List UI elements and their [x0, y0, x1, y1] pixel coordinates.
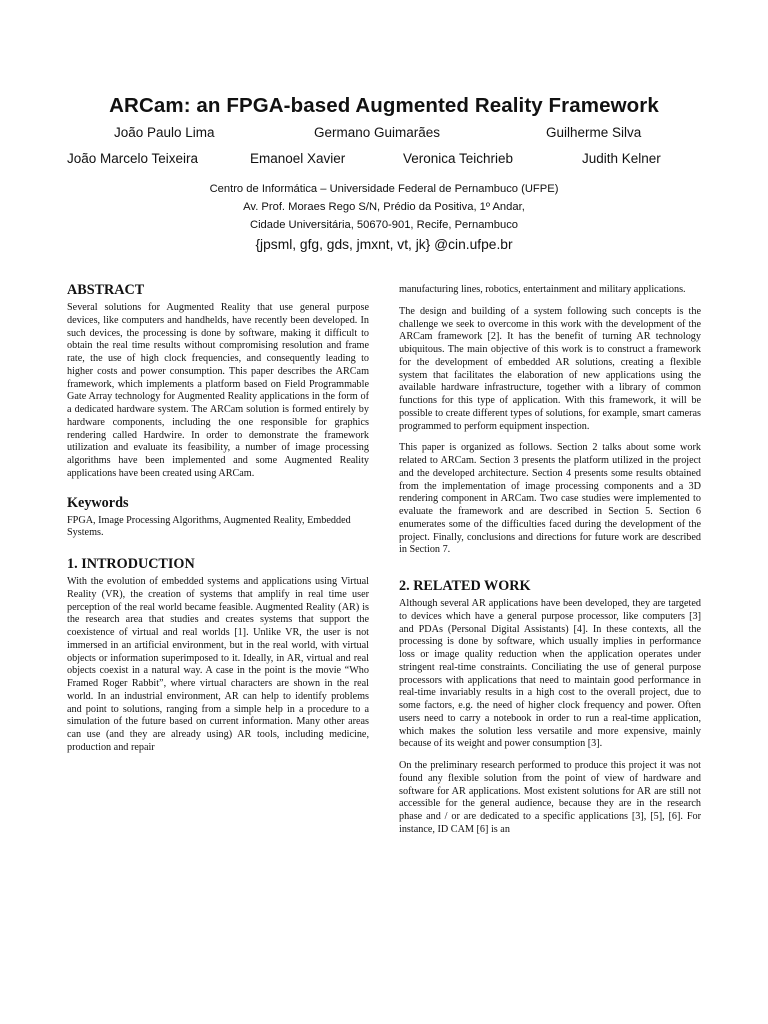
author-name: Veronica Teichrieb [403, 151, 514, 166]
author-name: Guilherme Silva [546, 125, 642, 140]
left-column [67, 282, 369, 764]
right-column [399, 284, 701, 846]
paragraph: The design and building of a system following such concepts is the challenge we seek to overcome in this work with the development of the ARCam framework [2]. It has the benefit of turning AR technology ubiquitous. The main objective of this work is to construct a framework for the development of embedded AR solutions, creating a flexible system that facilitates the elaboration of new applications using the available hardware infrastructure, together with a library of common functions for this type of application. With this framework, it will be possible to create different types of solutions, for example, smart cameras programmed to perform equipment inspection. [399, 305, 701, 432]
paragraph: On the preliminary research performed to produce this project it was not found any flexible solution from the point of view of hardware and software for AR applications. Most existent solutions for AR are still not accessible for the general audience, because they are in the research phase and / or are dedicated to a specific applications [3], [5], [6]. For instance, ID CAM [6] is an [399, 760, 701, 835]
paragraph: This paper is organized as follows. Section 2 talks about some work related to ARCam. Section 3 presents the platform utilized in the project and the developed architecture. Section 4 presents some results obtained from the implementation of image processing components and a 3D rendering component in ARCam. Two case studies were implemented to evaluate the framework and are described in Section 5. Section 6 enumerates some of the difficulties faced during the development of the project. Finally, conclusions and directions for future work are described in Section 7. [399, 442, 701, 556]
affiliation-line: Centro de Informática – Universidade Federal de Pernambuco (UFPE) [209, 183, 559, 195]
related-work-heading: 2. RELATED WORK [399, 578, 531, 594]
author-name: Emanoel Xavier [250, 151, 346, 166]
author-name: João Paulo Lima [114, 125, 215, 140]
author-name: Judith Kelner [582, 151, 661, 166]
abstract-heading: ABSTRACT [67, 282, 145, 298]
affiliation [0, 180, 768, 256]
paper-title: ARCam: an FPGA-based Augmented Reality Framework [109, 94, 659, 117]
abstract-text: Several solutions for Augmented Reality that use general purpose devices, like computers and handhelds, have recently been developed. In such devices, the processing is done by software, making it difficult to obtain the real time results without compromising resolution and frame rate, the use of high clock frequencies, and consequently leading to higher costs and power consumption. This paper describes the ARCam framework, which implements a platform based on Field Programmable Gate Array technology for Augmented Reality applications in the form of a dedicated hardware system. The ARCam solution is formed entirely by hardware components, including the one responsible for graphics rendering called Hardwire. In order to demonstrate the framework utilization and evaluate its feasibility, a number of image processing algorithms have been implemented and some Augmented Reality applications have been created using ARCam. [67, 302, 369, 479]
author-name: Germano Guimarães [314, 125, 441, 140]
keywords-heading: Keywords [67, 494, 129, 511]
paragraph: Although several AR applications have been developed, they are targeted to devices which have a general purpose processor, like computers [3] and PDAs (Personal Digital Assistants) [4]. In these contexts, all the processing is done by software, which usually implies in performance loss or image quality reduction when the application operates under stringent real-time constraints. Conciliating the use of general purpose processors with applications that need to maintain good performance in real-time invariably results in a high cost to the overall project, due to some factors, e.g. the need of higher clock frequency and power. Often users need to carry a notebook in order to run a real-time application, which makes the solution less versatile and more expensive, mainly because of its weight and power consumption [3]. [399, 598, 701, 750]
affiliation-line: Av. Prof. Moraes Rego S/N, Prédio da Positiva, 1º Andar, [243, 201, 525, 213]
introduction-heading: 1. INTRODUCTION [67, 556, 195, 572]
author-emails: {jpsml, gfg, gds, jmxnt, vt, jk} @cin.ufpe.br [255, 237, 513, 252]
keywords-text: FPGA, Image Processing Algorithms, Augmented Reality, Embedded Systems. [67, 514, 351, 539]
introduction-text: With the evolution of embedded systems and applications using Virtual Reality (VR), the creation of systems that amplify in real time user perception of the real world became feasible. Augmented Reality (AR) is the research area that studies and creates systems that support the coexistence of virtual and real worlds [1]. Unlike VR, the user is not immersed in an artificial environment, but in the real world, with virtual objects or information superimposed to it. Ideally, in AR, virtual and real objects coexist in a natural way. A case in the point is the movie “Who Framed Roger Rabbit”, where virtual characters are shown in the real world. In an industrial environment, AR can help to identify problems and point to solutions, ranging from a simple help in a procedure to a simulation of the future based on current information. Many other areas can use (and they are already using) AR tools, including medicine, production and repair [67, 576, 369, 753]
affiliation-line: Cidade Universitária, 50670-901, Recife, Pernambuco [249, 219, 519, 231]
author-name: João Marcelo Teixeira [67, 151, 199, 166]
paragraph: manufacturing lines, robotics, entertainment and military applications. [399, 284, 686, 295]
